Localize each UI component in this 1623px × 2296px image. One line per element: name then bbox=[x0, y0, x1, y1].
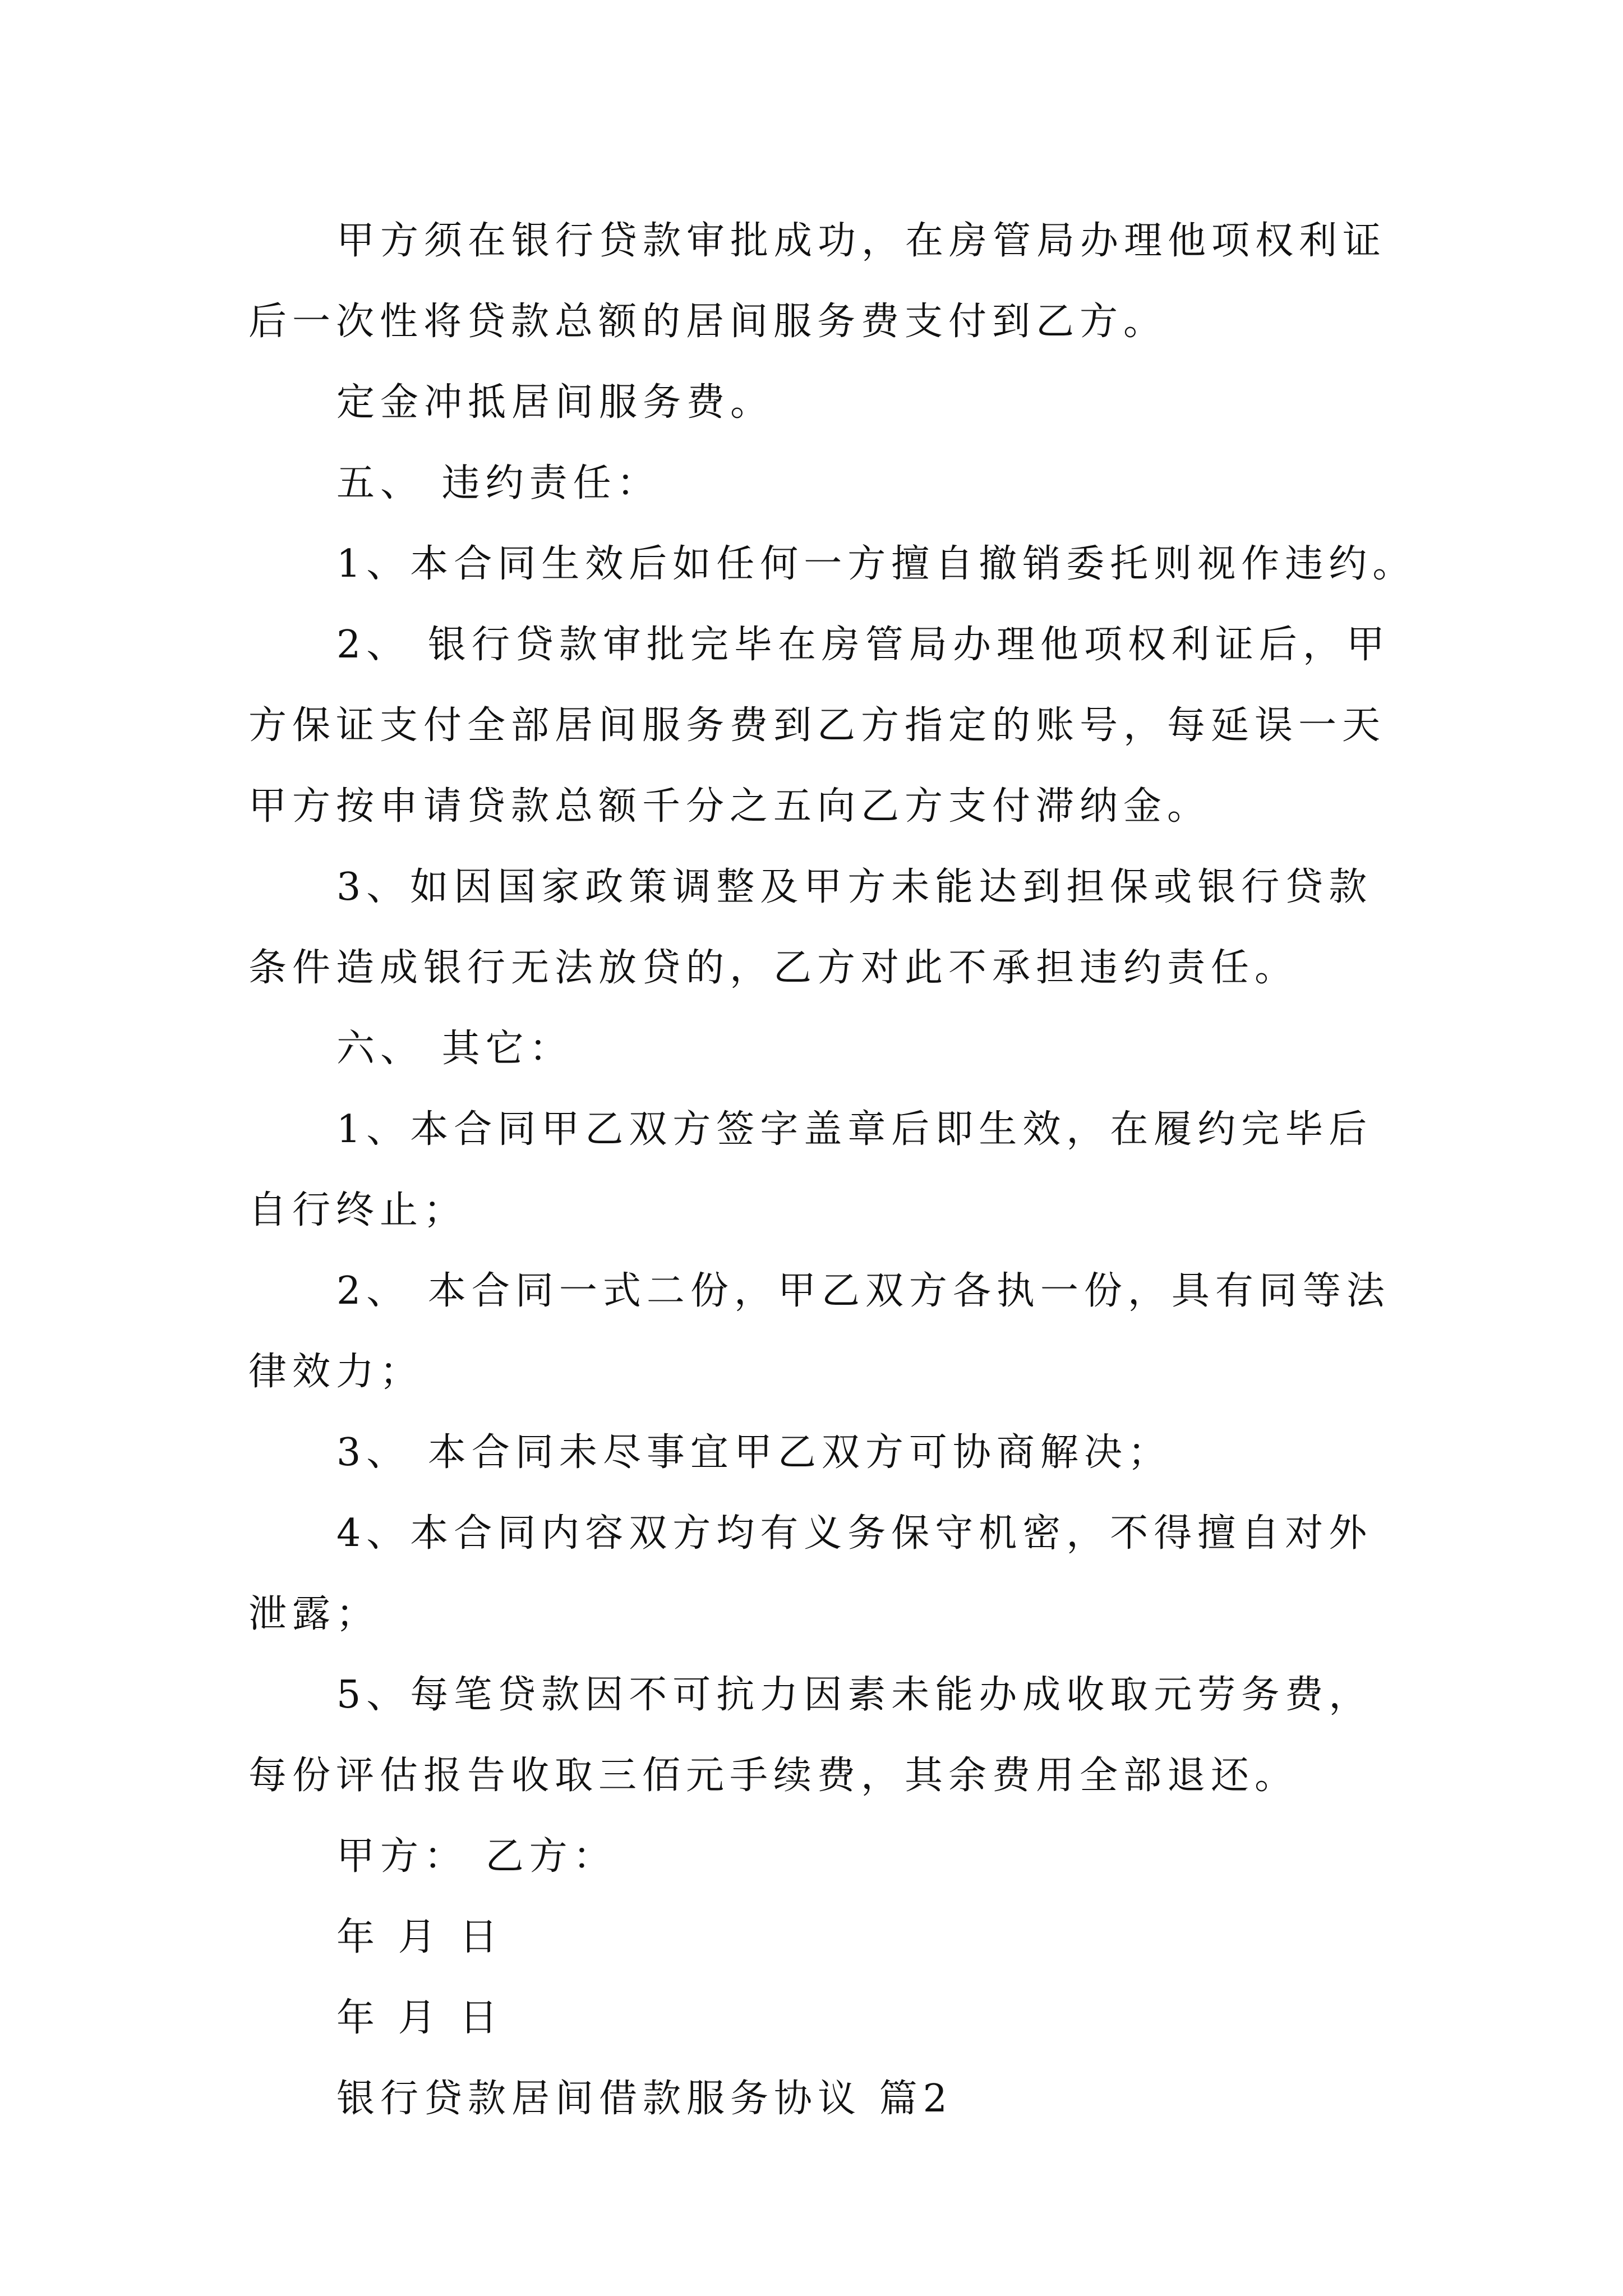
clause-item: 2、 银行贷款审批完毕在房管局办理他项权利证后，甲 bbox=[336, 623, 1390, 667]
clause-item: 3、如因国家政策调整及甲方未能达到担保或银行贷款 bbox=[336, 865, 1373, 909]
signature-parties: 甲方： 乙方： bbox=[336, 1834, 617, 1879]
clause-item: 1、本合同生效后如任何一方擅自撤销委托则视作违约。 bbox=[336, 542, 1417, 586]
clause-item: 3、 本合同未尽事宜甲乙双方可协商解决； bbox=[336, 1430, 1172, 1475]
paragraph-line: 每份评估报告收取三佰元手续费，其余费用全部退还。 bbox=[248, 1754, 1299, 1798]
clause-item: 5、每笔贷款因不可抗力因素未能办成收取元劳务费， bbox=[336, 1673, 1373, 1717]
clause-item: 2、 本合同一式二份，甲乙双方各执一份，具有同等法 bbox=[336, 1269, 1390, 1313]
signature-date: 年 月 日 bbox=[336, 1996, 504, 2040]
paragraph-line: 泄露； bbox=[248, 1592, 380, 1636]
clause-item: 4、本合同内容双方均有义务保守机密，不得擅自对外 bbox=[336, 1511, 1373, 1556]
paragraph-line: 自行终止； bbox=[248, 1188, 468, 1232]
paragraph-line: 后一次性将贷款总额的居间服务费支付到乙方。 bbox=[248, 300, 1168, 344]
document-section-title: 银行贷款居间借款服务协议 篇2 bbox=[336, 2077, 953, 2121]
section-heading: 五、 违约责任： bbox=[336, 461, 661, 505]
paragraph-line: 条件造成银行无法放贷的，乙方对此不承担违约责任。 bbox=[248, 946, 1299, 990]
paragraph-line: 定金冲抵居间服务费。 bbox=[336, 380, 774, 425]
paragraph-line: 律效力； bbox=[248, 1350, 424, 1394]
signature-date: 年 月 日 bbox=[336, 1915, 504, 1959]
paragraph-line: 方保证支付全部居间服务费到乙方指定的账号，每延误一天 bbox=[248, 703, 1386, 748]
paragraph-line: 甲方按申请贷款总额千分之五向乙方支付滞纳金。 bbox=[248, 784, 1211, 829]
paragraph-line: 甲方须在银行贷款审批成功，在房管局办理他项权利证 bbox=[336, 219, 1387, 263]
clause-item: 1、本合同甲乙双方签字盖章后即生效，在履约完毕后 bbox=[336, 1107, 1373, 1152]
section-heading: 六、 其它： bbox=[336, 1027, 573, 1071]
